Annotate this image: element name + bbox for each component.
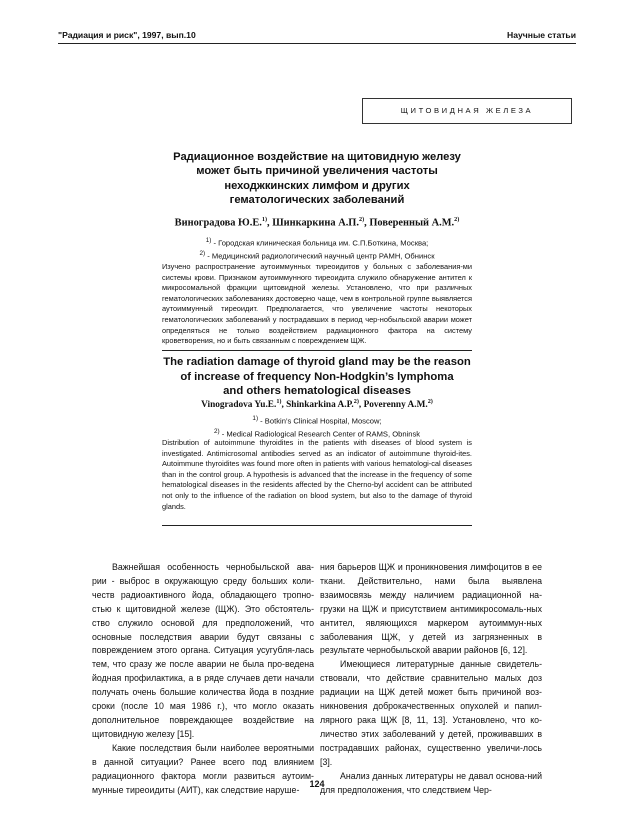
body-paragraph: Важнейшая особенность чернобыльской ава-рии - выброс в окружающую среду больших коли-честв радиоактивного йода, обладающего тропно-стью к щитовидной железе (ЩЖ). Это обстоятель-ство служило основой для предположений, что основные последствия аварии будут связаны с повреждением этого органа. Ситуация усугубля-лась тем, что сразу же после аварии не была про-ведена йодная профилактика, а в ряде случаев дети начали получать очень большие количества йода в поздние сроки (после 10 мая 1986 г.), что могло оказать дополнительное повреждающее воздействие на щитовидную железу [15]. [92, 562, 314, 739]
title-line: Радиационное воздействие на щитовидную железу [173, 151, 461, 163]
author-affiliation-mark: 1) [261, 216, 268, 223]
author-affiliation-mark: 2) [427, 398, 433, 405]
body-column-right [320, 561, 542, 797]
body-paragraph: Какие последствия были наиболее вероятными в данной ситуации? Ранее всего под влиянием радиационного фактора могли развиться аутоим-мунные тиреоидиты (АИТ), как следствие наруше- [92, 742, 314, 795]
author-affiliation-mark: 2) [358, 216, 365, 223]
title-line: and others hematological diseases [223, 385, 411, 398]
title-line: может быть причиной увеличения частоты [196, 165, 438, 178]
abstract-english: Distribution of autoimmune thyroidites in the patients with diseases of blood system is investigated. Antimicrosomal antibodies served as an indicator of autoimmune thyroid-ites. Autoimmune thyroidites was found more often in patients with various hematologi-cal diseases than in the control group. A hypothesis is advanced that the increase in the frequency of some hematological diseases in the residents affected by the Cherno-byl accident can be attributed not only to the influence of the radiation on blood system, but also to the damage of thyroid glands. [162, 438, 472, 511]
author-affiliation-mark: 2) [454, 216, 460, 223]
title-line: гематологических заболеваний [229, 193, 405, 206]
authors-english: Vinogradova Yu.E.$^{1)}$, Shinkarkina A.P.$^{2)}$, Poverenny A.M.$^{2)}$ [201, 398, 433, 411]
abstract-divider [162, 525, 472, 526]
journal-header: "Радиация и риск", 1997, вып.10 [58, 30, 196, 40]
title-line: The radiation damage of thyroid gland may be the reason [163, 356, 471, 368]
author-name: Vinogradova Yu.E. [201, 400, 277, 411]
abstract-russian: Изучено распространение аутоиммунных тиреоидитов у больных с заболевания-ми системы крови. Признаком аутоиммунного тиреоидита служило обнаружение антител к микросомальной фракции щитовидной железы. Установлено, что при различных гематологических заболеваниях достоверно чаще, чем в контрольной группе выявляется аутоиммунный тиреоидит. Предполагается, что увеличение частоты некоторых гематологических заболеваний у пострадавших в период чер-нобыльской аварии может определяться не только воздействием радиационного фактора на систему кроветворения, но и быть связанным с повреждением ЩЖ. [162, 262, 472, 346]
authors-russian: Виноградова Ю.Е.$^{1)}$, Шинкаркина А.П.$^{2)}$, Поверенный А.М.$^{2)}$ [174, 216, 460, 229]
title-russian [150, 150, 484, 207]
affiliation: $^{2)}$ - Медицинский радиологический научный центр РАМН, Обнинск [199, 249, 435, 261]
body-paragraph: ния барьеров ЩЖ и проникновения лимфоцитов в ее ткани. Действительно, нами была выявлена взаимосвязь между наличием радиационной на-грузки на ЩЖ и присутствием антимикросомаль-ных антител, являющихся маркером аутоиммун-ных заболевания ЩЖ, у детей из загрязненных в результате чернобыльской аварии районов [6, 12]. [320, 562, 542, 656]
body-column-left [92, 561, 314, 797]
affiliations-russian [120, 236, 514, 262]
section-type-header: Научные статьи [507, 30, 576, 40]
abstract-divider [162, 350, 472, 351]
body-paragraph: Анализ данных литературы не давал основа-ний для предположения, что следствием Чер- [320, 770, 542, 795]
affiliations-english [120, 414, 514, 440]
section-label: ЩИТОВИДНАЯ ЖЕЛЕЗА [362, 98, 572, 124]
affiliation: $^{1)}$ - Городская клиническая больница им. С.П.Боткина, Москва; [205, 237, 429, 248]
author-affiliation-mark: 1) [276, 398, 282, 405]
author-name: Shinkarkina A.P. [286, 400, 354, 411]
page-number: 124 [309, 779, 325, 789]
header-divider [58, 43, 576, 44]
affiliation: $^{2)}$ - Medical Radiological Research Center of RAMS, Obninsk [213, 427, 421, 439]
author-affiliation-mark: 2) [353, 398, 359, 405]
author-name: Poverenny A.M. [363, 400, 428, 411]
title-english [130, 355, 504, 399]
author-name: Поверенный А.М. [369, 217, 455, 229]
title-line: неходжкинских лимфом и других [224, 179, 410, 192]
affiliation: $^{1)}$ - Botkin’s Clinical Hospital, Moscow; [252, 415, 382, 426]
author-name: Виноградова Ю.Е. [174, 217, 262, 229]
title-line: of increase of frequency Non-Hodgkin’s lymphoma [180, 370, 454, 383]
body-paragraph: Имеющиеся литературные данные свидетель-ствовали, что действие сравнительно малых доз радиации на ЩЖ детей может быть причиной воз-никновения доброкачественных опухолей и папил-лярного рака ЩЖ [8, 11, 13]. Установлено, что ко-личество этих заболеваний у детей, проживавших в пострадавших районах, существенно увеличи-лось [3]. [320, 659, 542, 767]
author-name: Шинкаркина А.П. [272, 217, 359, 229]
